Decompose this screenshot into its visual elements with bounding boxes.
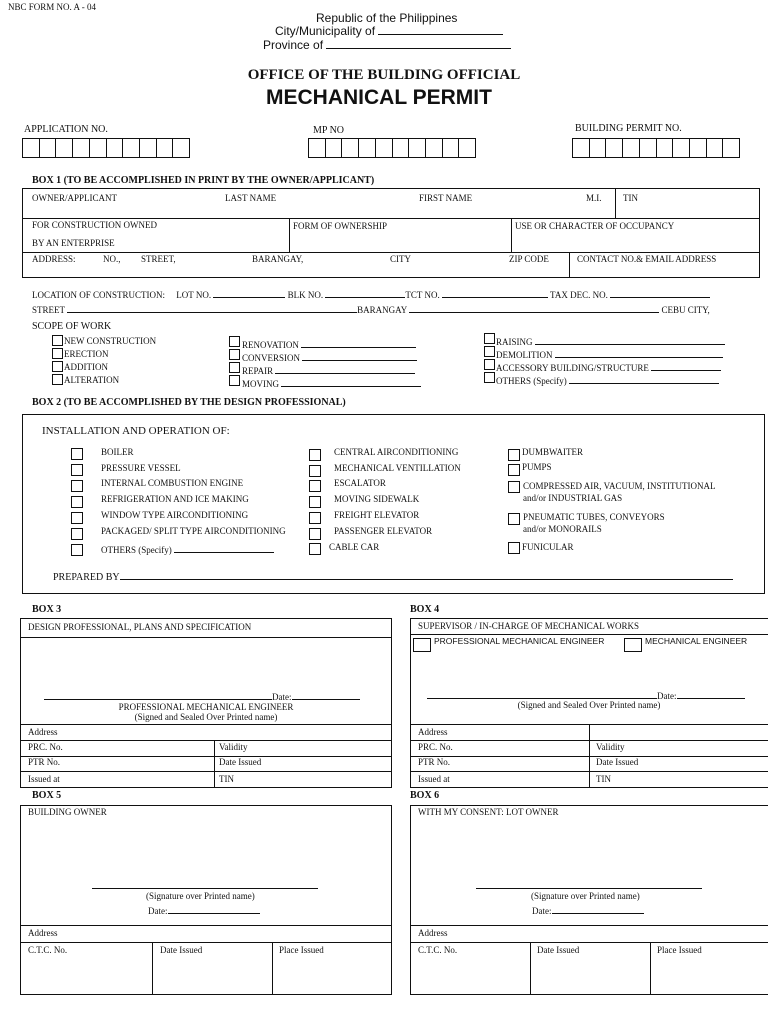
box6-place-issued: Place Issued (657, 945, 702, 955)
box3-address: Address (28, 727, 58, 737)
scope-checkbox[interactable] (484, 333, 495, 344)
scope-checkbox[interactable] (52, 361, 63, 372)
form-of-ownership-label: FORM OF OWNERSHIP (293, 221, 388, 231)
province-label: Province of (263, 38, 511, 52)
scope-alteration: ALTERATION (64, 375, 120, 385)
box6-ctc: C.T.C. No. (418, 945, 458, 955)
supervisor-pme-checkbox[interactable] (413, 638, 431, 652)
install-checkbox[interactable] (71, 528, 83, 540)
box6-date-issued: Date Issued (537, 945, 580, 955)
for-construction-label: FOR CONSTRUCTION OWNED (32, 220, 158, 230)
republic-label: Republic of the Philippines (316, 11, 458, 25)
install-pressure-vessel: PRESSURE VESSEL (101, 463, 181, 473)
street-row: STREET BARANGAY CEBU CITY, (32, 302, 710, 315)
scope-moving: MOVING (242, 376, 421, 389)
use-character-label: USE OR CHARACTER OF OCCUPANCY (515, 221, 675, 231)
box6-title: WITH MY CONSENT: LOT OWNER (418, 807, 559, 817)
tin-label: TIN (623, 193, 638, 203)
install-compressed-air-2: and/or INDUSTRIAL GAS (523, 493, 623, 503)
install-window-aircon: WINDOW TYPE AIRCONDITIONING (101, 510, 249, 520)
street-field[interactable] (67, 302, 357, 313)
location-row: LOCATION OF CONSTRUCTION: LOT NO. BLK NO. TCT NO. TAX DEC. NO. (32, 287, 710, 300)
address-city-label: CITY (390, 254, 411, 264)
scope-label: SCOPE OF WORK (32, 321, 112, 332)
install-pumps: PUMPS (522, 462, 552, 472)
box3-date-issued: Date Issued (219, 757, 262, 767)
building-permit-no-input[interactable] (572, 138, 740, 158)
application-no-input[interactable] (22, 138, 190, 158)
prepared-by-field[interactable] (120, 569, 733, 580)
first-name-label: FIRST NAME (419, 193, 473, 203)
install-freight-elevator: FREIGHT ELEVATOR (334, 510, 420, 520)
install-checkbox[interactable] (71, 512, 83, 524)
install-checkbox[interactable] (71, 496, 83, 508)
box1-frame (22, 188, 760, 278)
box4-signature-row: Date: (427, 688, 745, 701)
box4-validity: Validity (596, 742, 625, 752)
box4-tin: TIN (596, 774, 611, 784)
box4-label: BOX 4 (410, 604, 440, 615)
install-ic-engine: INTERNAL COMBUSTION ENGINE (101, 478, 244, 488)
install-checkbox[interactable] (508, 449, 520, 461)
box1-heading: BOX 1 (TO BE ACCOMPLISHED IN PRINT BY THE OWNER/APPLICANT) (32, 175, 375, 186)
scope-checkbox[interactable] (484, 372, 495, 383)
tax-dec-field[interactable] (610, 287, 710, 298)
lot-no-field[interactable] (213, 287, 285, 298)
building-permit-no-label: BUILDING PERMIT NO. (575, 123, 682, 134)
supervisor-me-checkbox[interactable] (624, 638, 642, 652)
scope-checkbox[interactable] (484, 359, 495, 370)
box5-ctc: C.T.C. No. (28, 945, 68, 955)
scope-checkbox[interactable] (484, 346, 495, 357)
box3-title: DESIGN PROFESSIONAL, PLANS AND SPECIFICATION (28, 622, 252, 632)
form-number: NBC FORM NO. A - 04 (8, 2, 97, 12)
scope-raising: RAISING (496, 334, 725, 347)
box4-ptr: PTR No. (418, 757, 451, 767)
install-checkbox[interactable] (71, 448, 83, 460)
install-pneumatic-2: and/or MONORAILS (523, 524, 602, 534)
installation-label: INSTALLATION AND OPERATION OF: (42, 425, 230, 437)
install-funicular: FUNICULAR (522, 542, 574, 552)
province-field[interactable] (326, 38, 511, 49)
box5-title: BUILDING OWNER (28, 807, 107, 817)
install-checkbox[interactable] (71, 464, 83, 476)
mp-no-label: MP NO (313, 125, 345, 136)
install-dumbwaiter: DUMBWAITER (522, 447, 583, 457)
box5-place-issued: Place Issued (279, 945, 324, 955)
city-field[interactable] (378, 24, 503, 35)
page-title: MECHANICAL PERMIT (266, 86, 492, 109)
box4-issued-at: Issued at (418, 774, 450, 784)
scope-erection: ERECTION (64, 349, 109, 359)
box6-label: BOX 6 (410, 790, 440, 801)
install-mech-ventilation: MECHANICAL VENTILLATION (334, 463, 461, 473)
supervisor-pme-label: PROFESSIONAL MECHANICAL ENGINEER (434, 636, 605, 646)
install-boiler: BOILER (101, 447, 134, 457)
box2-frame (22, 414, 765, 594)
box3-prc: PRC. No. (28, 742, 63, 752)
address-barangay-label: BARANGAY, (252, 254, 304, 264)
address-no-label: NO., (103, 254, 121, 264)
scope-checkbox[interactable] (229, 375, 240, 386)
scope-accessory: ACCESSORY BUILDING/STRUCTURE (496, 360, 721, 373)
box5-label: BOX 5 (32, 790, 62, 801)
scope-renovation: RENOVATION (242, 337, 416, 350)
box4-prc: PRC. No. (418, 742, 453, 752)
install-checkbox[interactable] (309, 449, 321, 461)
install-checkbox[interactable] (309, 496, 321, 508)
install-central-aircon: CENTRAL AIRCONDITIONING (334, 447, 459, 457)
scope-addition: ADDITION (64, 362, 108, 372)
install-compressed-air: COMPRESSED AIR, VACUUM, INSTITUTIONAL (523, 481, 716, 491)
by-enterprise-label: BY AN ENTERPRISE (32, 238, 115, 248)
scope-checkbox[interactable] (229, 349, 240, 360)
scope-checkbox[interactable] (229, 336, 240, 347)
box3-engineer: PROFESSIONAL MECHANICAL ENGINEER (118, 702, 294, 712)
install-checkbox[interactable] (71, 544, 83, 556)
box2-heading: BOX 2 (TO BE ACCOMPLISHED BY THE DESIGN PROFESSIONAL) (32, 397, 346, 408)
install-split-aircon: PACKAGED/ SPLIT TYPE AIRCONDITIONING (101, 526, 286, 536)
scope-checkbox[interactable] (52, 348, 63, 359)
install-checkbox[interactable] (508, 542, 520, 554)
install-moving-sidewalk: MOVING SIDEWALK (334, 494, 420, 504)
install-checkbox[interactable] (71, 480, 83, 492)
install-passenger-elevator: PASSENGER ELEVATOR (334, 526, 433, 536)
box3-ptr: PTR No. (28, 757, 61, 767)
install-checkbox[interactable] (508, 513, 520, 525)
box5-signature: (Signature over Printed name) (146, 891, 255, 901)
box4-title: SUPERVISOR / IN-CHARGE OF MECHANICAL WORKS (418, 621, 640, 631)
scope-checkbox[interactable] (52, 374, 63, 385)
prepared-by-row: PREPARED BY (53, 569, 733, 583)
scope-demolition: DEMOLITION (496, 347, 723, 360)
install-checkbox[interactable] (309, 543, 321, 555)
install-checkbox[interactable] (309, 512, 321, 524)
scope-checkbox[interactable] (52, 335, 63, 346)
mi-label: M.I. (586, 193, 602, 203)
box4-date-issued: Date Issued (596, 757, 639, 767)
install-others: OTHERS (Specify) (101, 542, 274, 555)
scope-conversion: CONVERSION (242, 350, 417, 363)
scope-repair: REPAIR (242, 363, 415, 376)
scope-new-construction: NEW CONSTRUCTION (64, 336, 157, 346)
zip-code-label: ZIP CODE (509, 254, 549, 264)
last-name-label: LAST NAME (225, 193, 277, 203)
install-cable-car: CABLE CAR (329, 542, 380, 552)
box4-address: Address (418, 727, 448, 737)
install-refrigeration: REFRIGERATION AND ICE MAKING (101, 494, 249, 504)
box3-issued-at: Issued at (28, 774, 60, 784)
install-escalator: ESCALATOR (334, 478, 386, 488)
box6-date-row: Date: (532, 903, 644, 916)
mp-no-input[interactable] (308, 138, 476, 158)
box5-address: Address (28, 928, 58, 938)
install-checkbox[interactable] (508, 481, 520, 493)
install-checkbox[interactable] (309, 465, 321, 477)
box3-label: BOX 3 (32, 604, 62, 615)
city-label: City/Municipality of (275, 24, 503, 38)
scope-checkbox[interactable] (229, 362, 240, 373)
box5-date-issued: Date Issued (160, 945, 203, 955)
box6-signature: (Signature over Printed name) (531, 891, 640, 901)
box3-validity: Validity (219, 742, 248, 752)
box3-tin: TIN (219, 774, 234, 784)
install-checkbox[interactable] (508, 464, 520, 476)
address-label: ADDRESS: (32, 254, 76, 264)
owner-applicant-label: OWNER/APPLICANT (32, 193, 117, 203)
install-pneumatic: PNEUMATIC TUBES, CONVEYORS (523, 512, 665, 522)
install-checkbox[interactable] (309, 480, 321, 492)
contact-label: CONTACT NO.& EMAIL ADDRESS (577, 254, 717, 264)
install-checkbox[interactable] (309, 528, 321, 540)
box4-signed: (Signed and Sealed Over Printed name) (517, 700, 661, 710)
scope-others: OTHERS (Specify) (496, 373, 719, 386)
supervisor-me-label: MECHANICAL ENGINEER (645, 636, 748, 646)
application-no-label: APPLICATION NO. (24, 124, 108, 135)
box3-signed: (Signed and Sealed Over Printed name) (134, 712, 278, 722)
box5-date-row: Date: (148, 903, 260, 916)
blk-no-field[interactable] (325, 287, 405, 298)
box6-address: Address (418, 928, 448, 938)
office-title: OFFICE OF THE BUILDING OFFICIAL (247, 67, 521, 83)
address-street-label: STREET, (141, 254, 176, 264)
barangay-field[interactable] (409, 302, 659, 313)
box3-signature-row: Date: (44, 689, 360, 702)
tct-no-field[interactable] (442, 287, 548, 298)
